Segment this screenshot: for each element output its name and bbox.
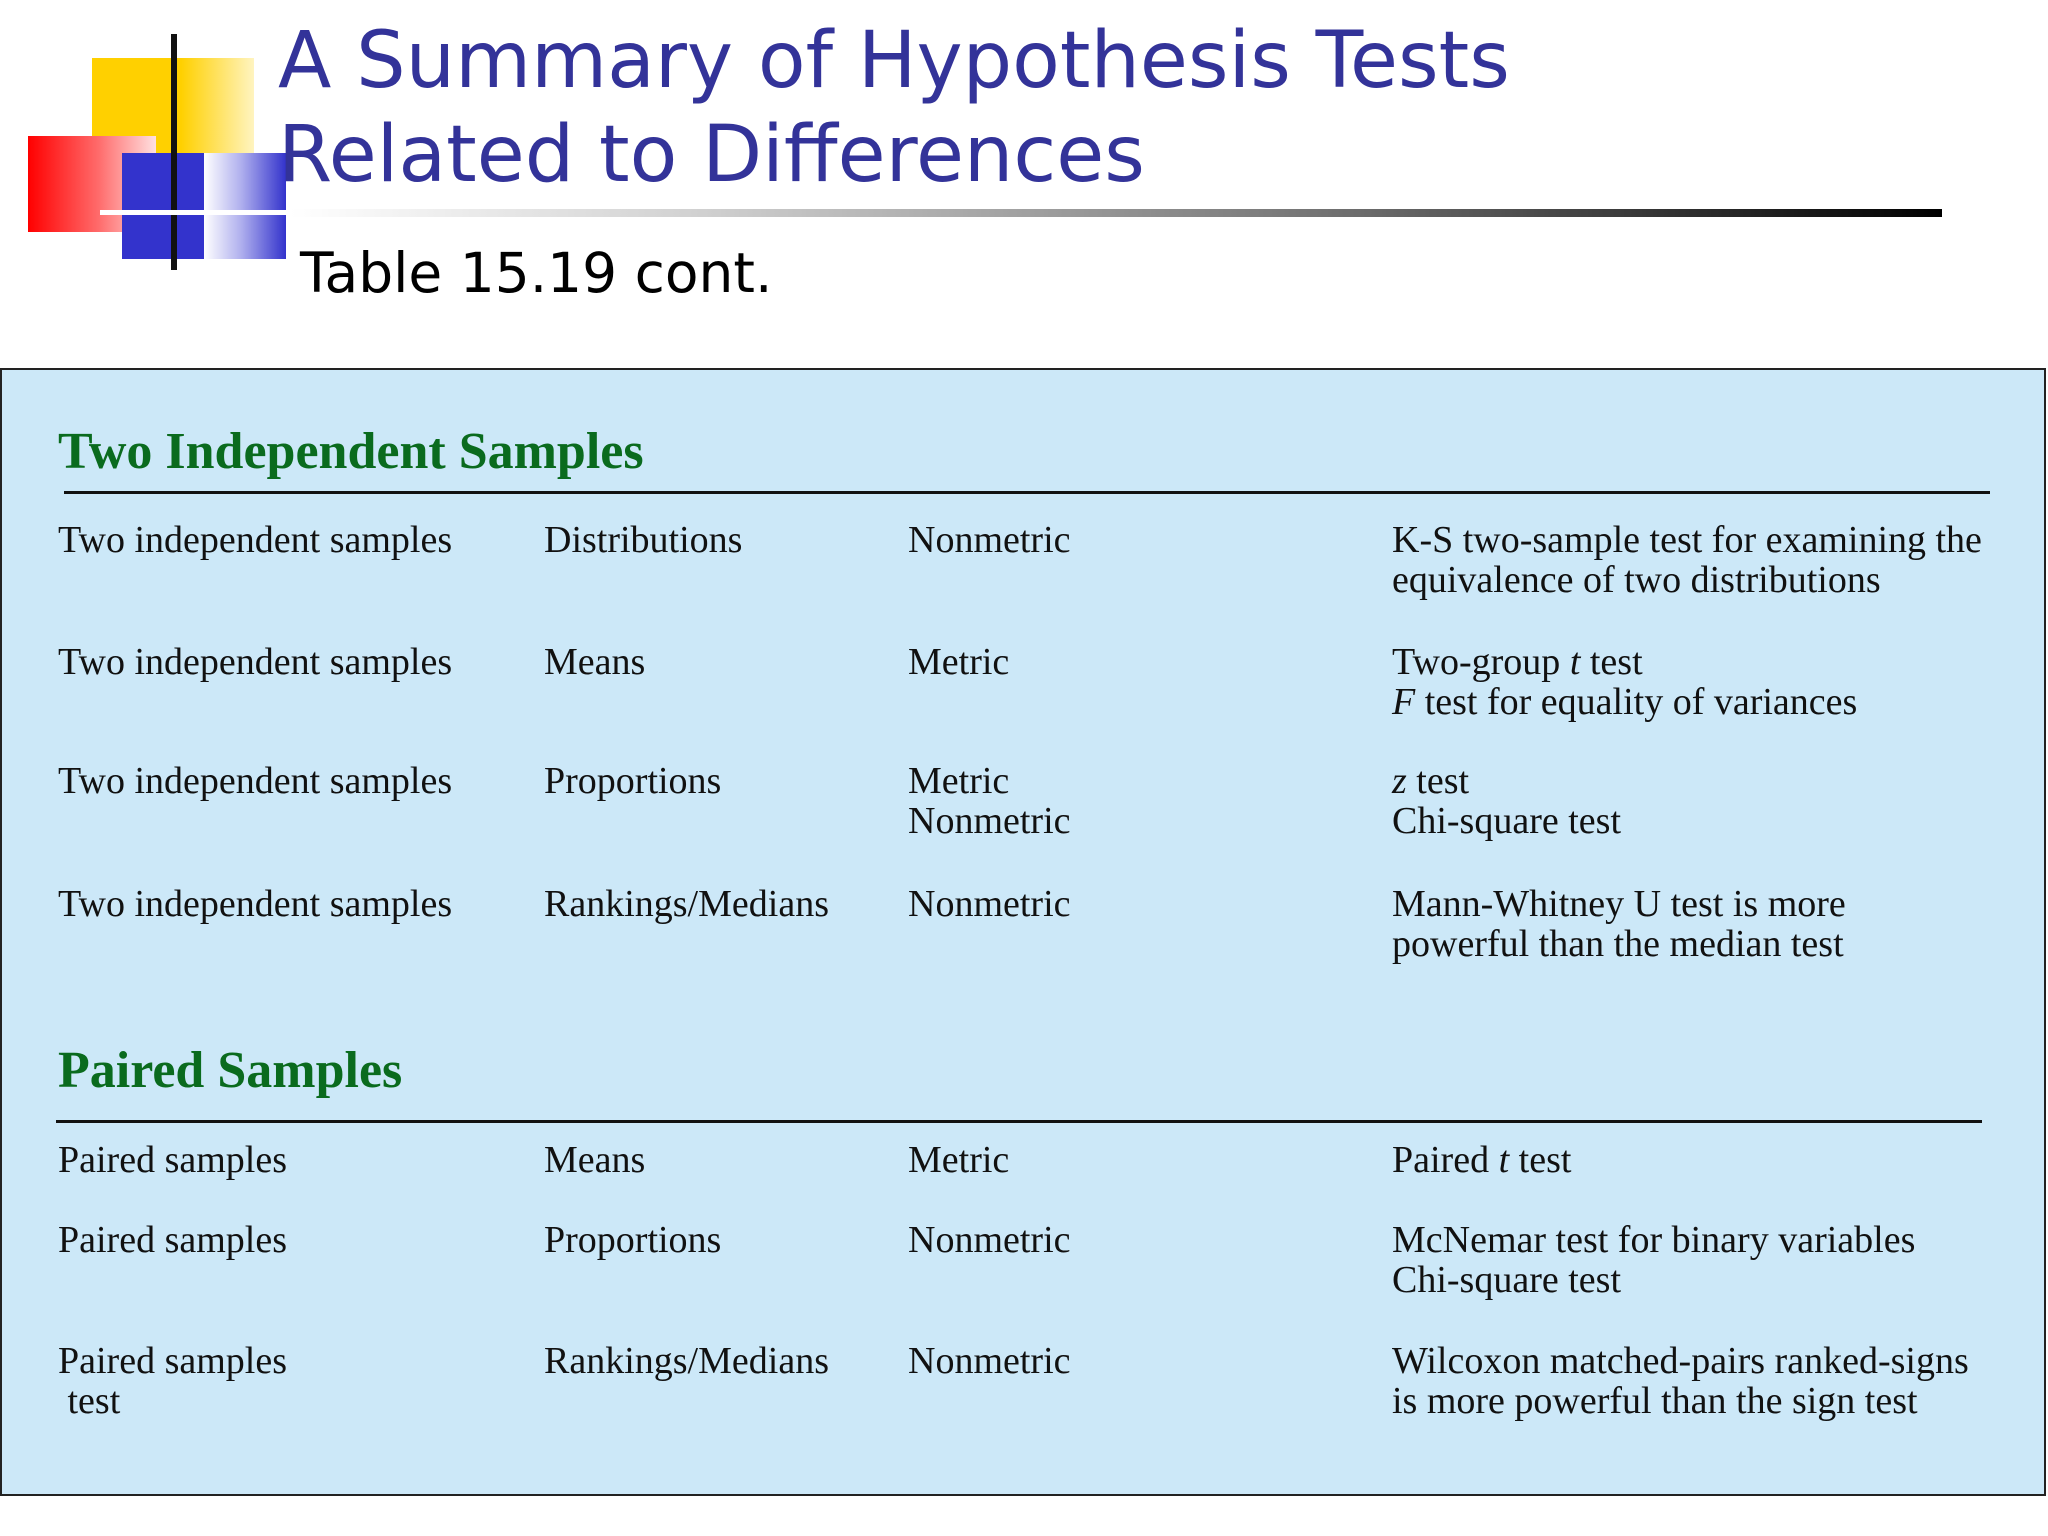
table-cell-scale: Nonmetric (908, 519, 1071, 561)
test-line: Paired t test (1392, 1139, 1572, 1181)
table-cell-application: Proportions (544, 1219, 722, 1261)
test-line: F test for equality of variances (1392, 681, 1858, 723)
table-cell-application: Proportions (544, 760, 722, 802)
test-line: K-S two-sample test for examining the (1392, 519, 1982, 561)
blue-square-decoration (122, 153, 204, 259)
table-cell-sample: Paired samples (58, 1139, 288, 1181)
table-cell-test (1392, 1140, 1571, 1180)
test-line: equivalence of two distributions (1392, 559, 1881, 601)
section-heading-two-independent: Two Independent Samples (58, 423, 644, 480)
table-cell-sample: Two independent samples (58, 760, 453, 802)
table-cell-application: Distributions (544, 519, 743, 561)
test-line: is more powerful than the sign test (1392, 1380, 1918, 1422)
test-line: Mann-Whitney U test is more (1392, 883, 1846, 925)
table-cell-test (1392, 1341, 1969, 1421)
slide-logo-decoration (0, 0, 300, 280)
section-rule (64, 491, 1990, 494)
title-underline (290, 209, 1942, 217)
table-cell-sample: Two independent samples (58, 519, 453, 561)
test-line: z test (1392, 760, 1470, 802)
sample-line: Paired samples (58, 1340, 288, 1382)
scale-line: Metric (908, 760, 1010, 802)
table-cell-application: Rankings/Medians (544, 1340, 829, 1382)
blue-gradient-square-decoration (204, 153, 286, 259)
table-cell-application: Means (544, 1139, 646, 1181)
table-cell-sample: Paired samples (58, 1219, 288, 1261)
table-cell-scale: Metric (908, 1139, 1010, 1181)
slide-title-line-2: Related to Differences (278, 110, 1145, 200)
table-cell-sample: Two independent samples (58, 641, 453, 683)
sample-line: test (58, 1380, 121, 1422)
table-cell-scale: Nonmetric (908, 1340, 1071, 1382)
table-cell-sample: Two independent samples (58, 883, 453, 925)
table-cell-application: Rankings/Medians (544, 883, 829, 925)
table-cell-scale: Nonmetric (908, 883, 1071, 925)
table-cell-scale: Metric (908, 641, 1010, 683)
vertical-bar-decoration (171, 34, 177, 270)
slide-title (278, 14, 1510, 202)
test-line: McNemar test for binary variables (1392, 1219, 1916, 1261)
table-cell-test (1392, 761, 1621, 841)
table-cell-scale: Nonmetric (908, 1219, 1071, 1261)
table-cell-test (1392, 520, 1982, 600)
horizontal-bar-decoration (100, 210, 290, 215)
table-cell-test (1392, 1220, 1915, 1300)
scale-line: Nonmetric (908, 800, 1071, 842)
test-line: Two-group t test (1392, 641, 1643, 683)
table-cell-test (1392, 884, 1846, 964)
test-line: Chi-square test (1392, 1259, 1622, 1301)
test-line: Wilcoxon matched-pairs ranked-signs (1392, 1340, 1969, 1382)
section-heading-paired: Paired Samples (58, 1042, 403, 1099)
table-cell-sample (58, 1341, 287, 1421)
section-rule (56, 1120, 1982, 1123)
table-cell-scale (908, 761, 1071, 841)
test-line: powerful than the median test (1392, 923, 1844, 965)
table-caption: Table 15.19 cont. (300, 241, 773, 305)
table-panel (0, 368, 2046, 1496)
table-cell-test (1392, 642, 1857, 722)
slide-title-line-1: A Summary of Hypothesis Tests (278, 16, 1510, 106)
test-line: Chi-square test (1392, 800, 1622, 842)
table-cell-application: Means (544, 641, 646, 683)
